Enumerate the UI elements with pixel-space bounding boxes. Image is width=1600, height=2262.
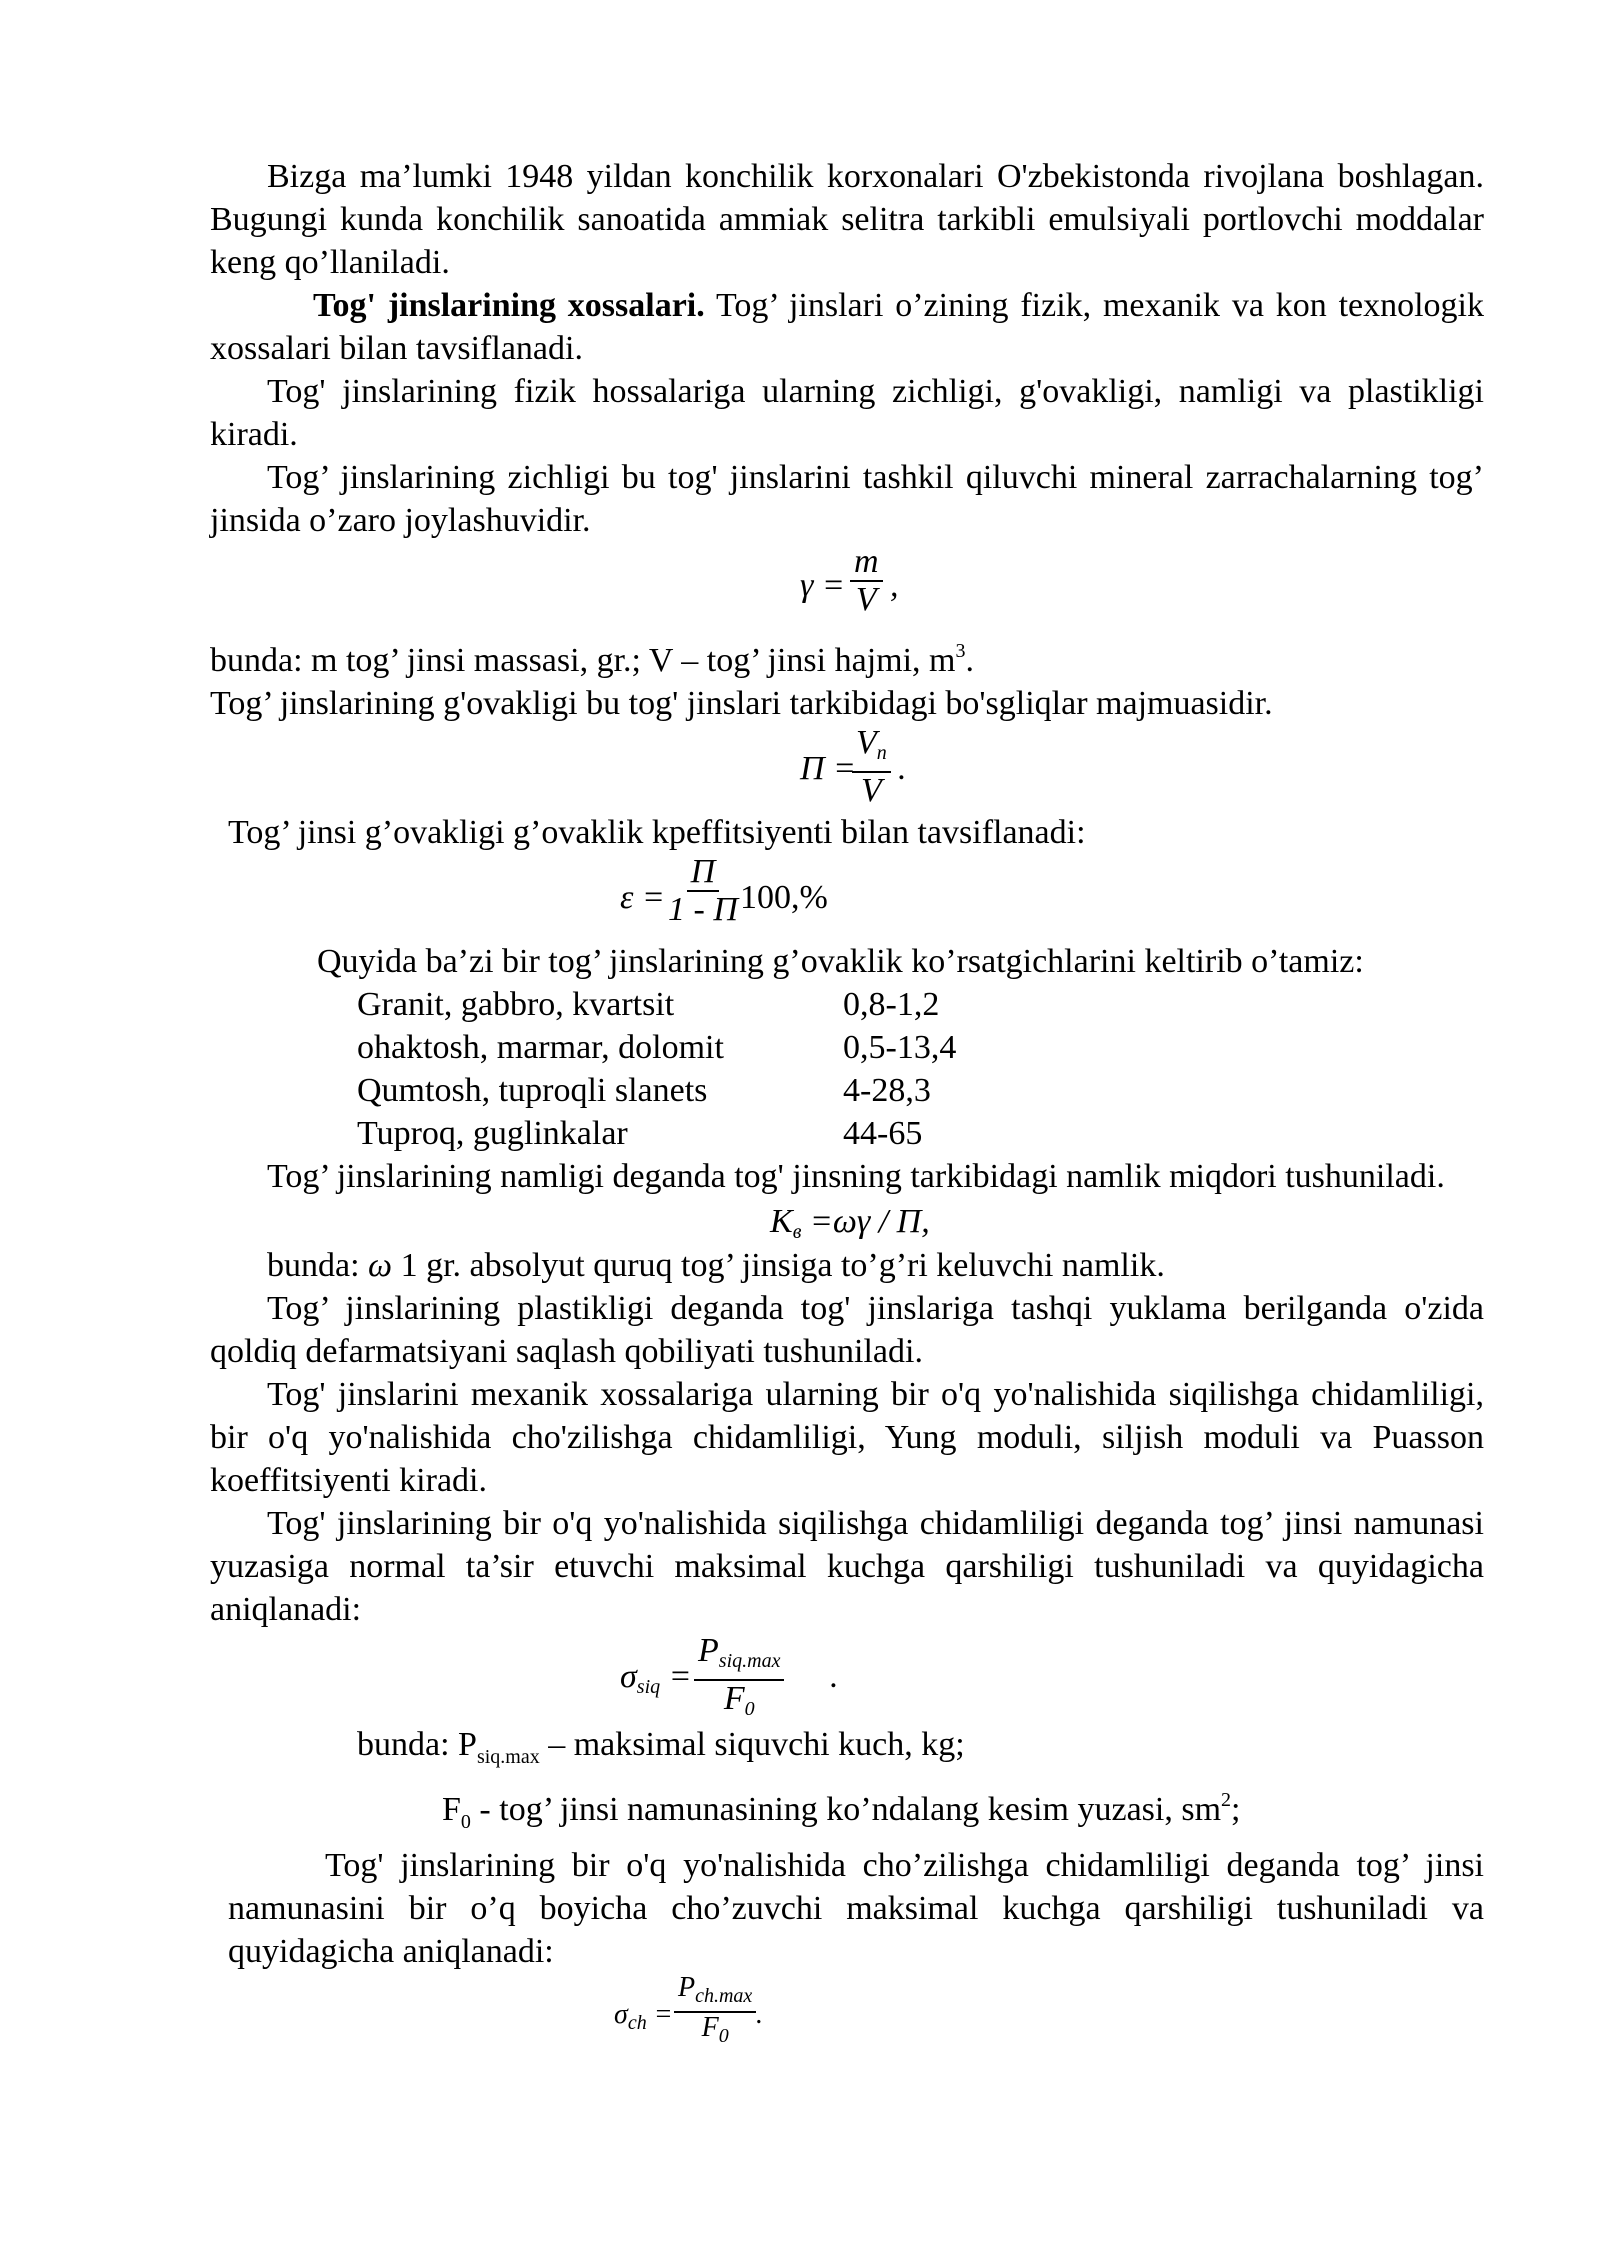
paragraph-porosity-list-intro: Quyida ba’zi bir tog’ jinslarining g’ovaklik ko’rsatgichlarini keltirib o’tamiz: (317, 943, 1364, 980)
paragraph-physical-properties: Tog' jinslarining fizik hossalariga ularning zichligi, g'ovakligi, namligi va plastikligi kiradi. (210, 373, 1484, 453)
paragraph-compression-strength: Tog' jinslarining bir o'q yo'nalishida siqilishga chidamliligi deganda tog’ jinsi namunasi yuzasiga normal ta’sir etuvchi maksimal kuchga qarshiligi tushuniladi va quyidagicha aniqlanadi: (210, 1505, 1484, 1628)
table-row: Qumtosh, tuproqli slanets 4-28,3 (357, 1072, 931, 1109)
formula-compression-strength: $\sigma_{siq}$ = $P_{siq.max}$ $F_0$ . (620, 1632, 839, 1720)
paragraph-density: Tog’ jinslarining zichligi bu tog' jinslarini tashkil qiluvchi mineral zarrachalarning tog’ jinsida o’zaro joylashuvidir. (210, 459, 1484, 539)
paragraph-porosity-coefficient: Tog’ jinsi g’ovakligi g’ovaklik kpeffitsiyenti bilan tavsiflanadi: (228, 814, 1086, 851)
paragraph-tension-strength: Tog' jinslarining bir o'q yo'nalishida cho’zilishga chidamliligi deganda tog’ jinsi namunasini bir o’q boyicha cho’zuvchi maksimal kuchga qarshiligi tushuniladi va quyidagicha aniqlanadi: (228, 1847, 1484, 1970)
document-body (210, 155, 1484, 2053)
table-row: Granit, gabbro, kvartsit 0,8-1,2 (357, 986, 940, 1023)
porosity-table (210, 983, 1484, 1155)
paragraph-mechanical-properties: Tog' jinslarini mexanik xossalariga ularning bir o'q yo'nalishida siqilishga chidamliligi, bir o'q yo'nalishida cho'zilishga chidamliligi, Yung moduli, siljish moduli va Puasson koeffitsiyenti kiradi. (210, 1376, 1484, 1499)
formula-moisture: $K_в =\omega\gamma / \Pi$, (770, 1203, 930, 1243)
formula-porosity-coefficient: ε = $\frac{\Pi}{1 - \Pi}$ 100,% (620, 853, 828, 928)
paragraph-density-legend: bunda: m tog’ jinsi massasi, gr.; V – tog’ jinsi hajmi, $m^3$. (210, 640, 974, 679)
table-row: Tuproq, guglinkalar 44-65 (357, 1115, 923, 1152)
paragraph-plasticity: Tog’ jinslarining plastikligi deganda tog' jinslariga tashqi yuklama berilganda o'zida qoldiq defarmatsiyani saqlash qobiliyati tushuniladi. (210, 1290, 1484, 1370)
paragraph-compression-legend-force: bunda: $P_{siq.max}$ – maksimal siquvchi kuch, kg; (357, 1726, 965, 1768)
table-row: ohaktosh, marmar, dolomit 0,5-13,4 (357, 1029, 957, 1066)
formula-porosity: Π = $\frac{V_n}{V}$ . (800, 724, 907, 809)
formula-density: γ = $\frac{m}{V}$ , (800, 543, 899, 618)
paragraph-porosity: Tog’ jinslarining g'ovakligi bu tog' jinslari tarkibidagi bo'sgliqlar majmuasidir. (210, 685, 1273, 722)
formula-tension-strength: $\sigma_{ch}$ = $P_{ch.max}$ $F_0$ . (614, 1972, 763, 2047)
paragraph-compression-legend-area: $F_0$ - tog’ jinsi namunasining ko’ndalang kesim yuzasi, $sm^2$; (442, 1789, 1241, 1833)
paragraph-properties: Tog' jinslarining xossalari. Tog’ jinslari o’zining fizik, mexanik va kon texnologik xossalari bilan tavsiflanadi. (210, 287, 1485, 367)
paragraph-moisture: Tog’ jinslarining namligi deganda tog' jinsning tarkibidagi namlik miqdori tushuniladi. (267, 1158, 1445, 1195)
section-heading: Tog' jinslarining xossalari. (313, 287, 705, 324)
paragraph-intro: Bizga ma’lumki 1948 yildan konchilik korxonalari O'zbekistonda rivojlana boshlagan. Bugungi kunda konchilik sanoatida ammiak selitra tarkibli emulsiyali portlovchi moddalar keng qo’llaniladi. (210, 158, 1484, 281)
paragraph-moisture-legend: bunda: ω 1 gr. absolyut quruq tog’ jinsiga to’g’ri keluvchi namlik. (267, 1247, 1165, 1284)
